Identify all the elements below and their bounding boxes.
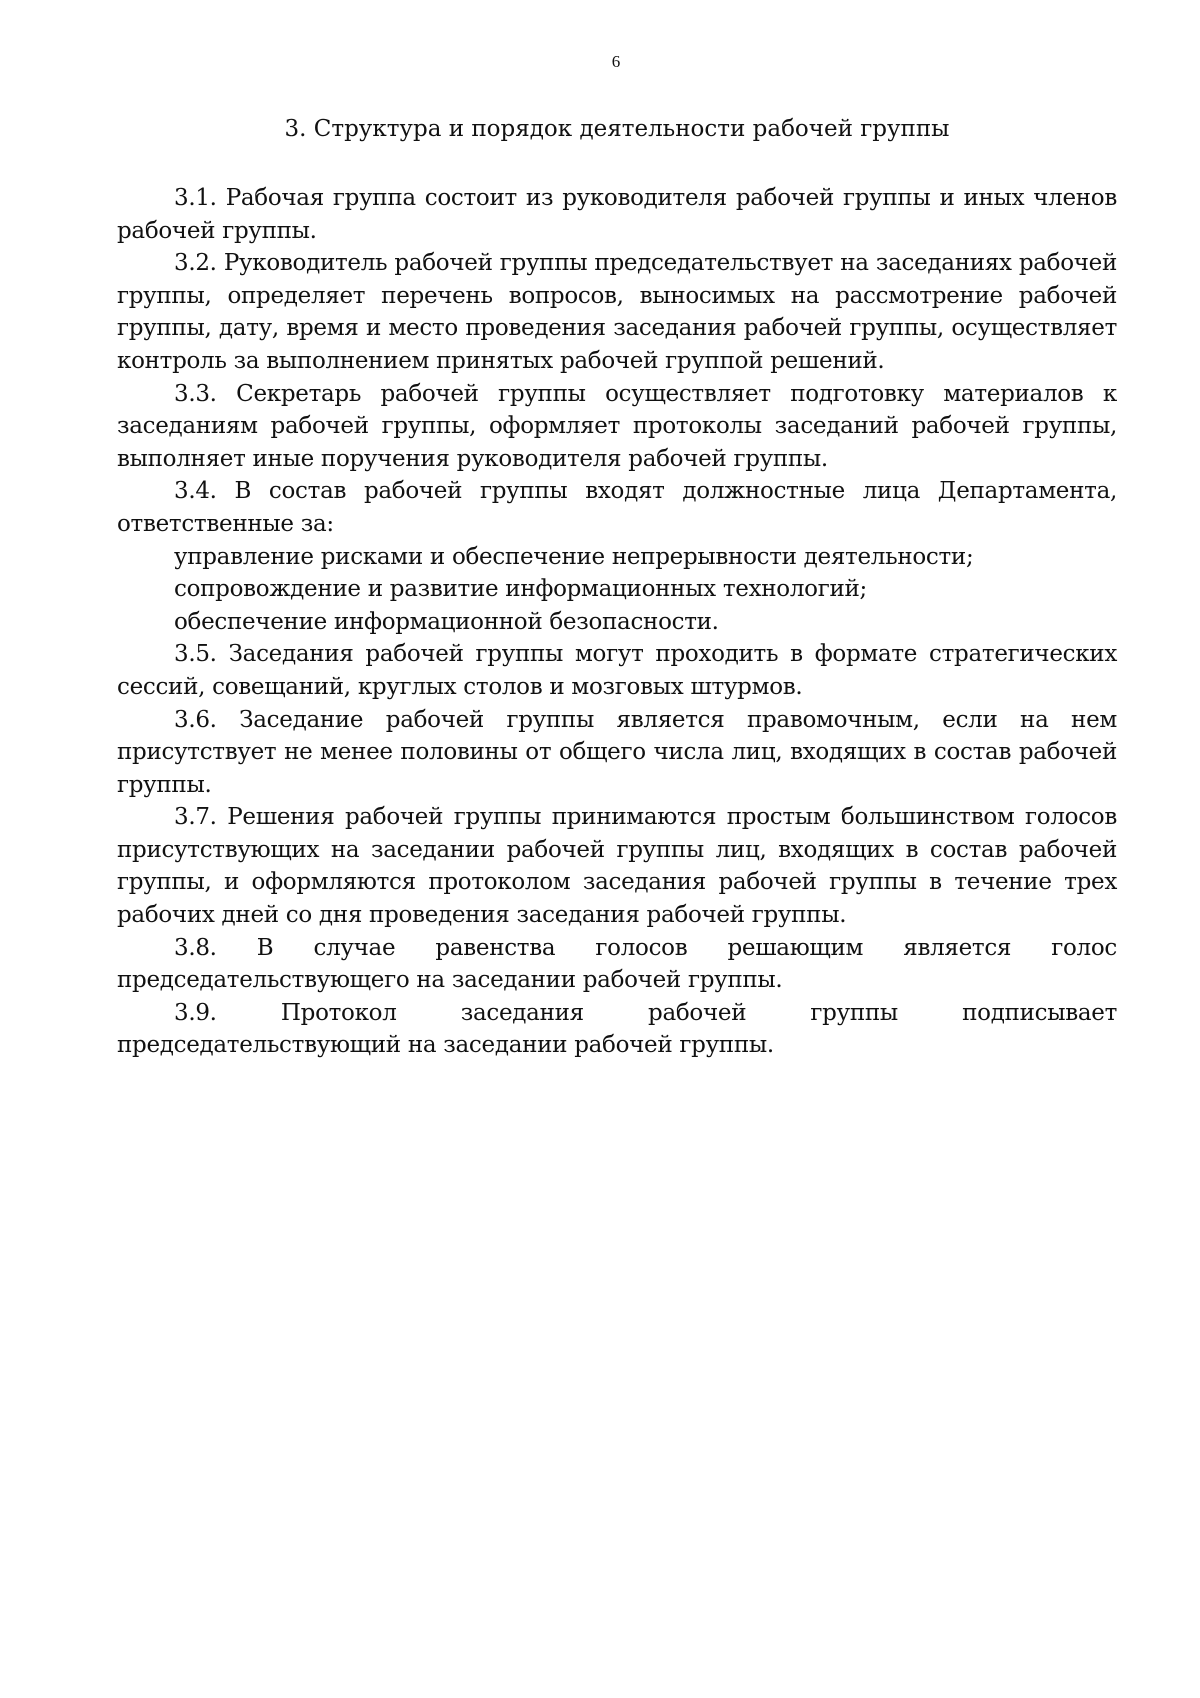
list-item-it-support: сопровождение и развитие информационных технологий; xyxy=(174,576,867,603)
paragraph-3-1: 3.1. Рабочая группа состоит из руководителя рабочей группы и иных членов рабочей группы. xyxy=(117,185,1117,244)
paragraph-3-6: 3.6. Заседание рабочей группы является правомочным, если на нем присутствует не менее половины от общего числа лиц, входящих в состав рабочей группы. xyxy=(117,706,1117,798)
page-number: 6 xyxy=(611,52,621,71)
section-title: 3. Структура и порядок деятельности рабочей группы xyxy=(284,116,950,142)
paragraph-3-8: 3.8. В случае равенства голосов решающим является голос председательствующего на заседании рабочей группы. xyxy=(117,934,1117,994)
section-body xyxy=(117,182,1117,1062)
paragraph-3-4: 3.4. В состав рабочей группы входят должностные лица Департамента, ответственные за: xyxy=(117,478,1117,537)
paragraph-3-3: 3.3. Секретарь рабочей группы осуществляет подготовку материалов к заседаниям рабочей группы, оформляет протоколы заседаний рабочей группы, выполняет иные поручения руководителя рабочей группы. xyxy=(117,380,1117,472)
paragraph-3-5: 3.5. Заседания рабочей группы могут проходить в формате стратегических сессий, совещаний, круглых столов и мозговых штурмов. xyxy=(117,641,1117,700)
list-item-risk-management: управление рисками и обеспечение непрерывности деятельности; xyxy=(174,543,974,570)
paragraph-3-9: 3.9. Протокол заседания рабочей группы подписывает председательствующий на заседании рабочей группы. xyxy=(117,999,1117,1059)
paragraph-3-7: 3.7. Решения рабочей группы принимаются простым большинством голосов присутствующих на заседании рабочей группы лиц, входящих в состав рабочей группы, и оформляются протоколом заседания рабочей группы в течение трех рабочих дней со дня проведения заседания рабочей группы. xyxy=(117,804,1117,929)
list-item-info-security: обеспечение информационной безопасности. xyxy=(174,608,719,635)
paragraph-3-2: 3.2. Руководитель рабочей группы председательствует на заседаниях рабочей группы, определяет перечень вопросов, выносимых на рассмотрение рабочей группы, дату, время и место проведения заседания рабочей группы, осуществляет контроль за выполнением принятых рабочей группой решений. xyxy=(117,250,1117,374)
